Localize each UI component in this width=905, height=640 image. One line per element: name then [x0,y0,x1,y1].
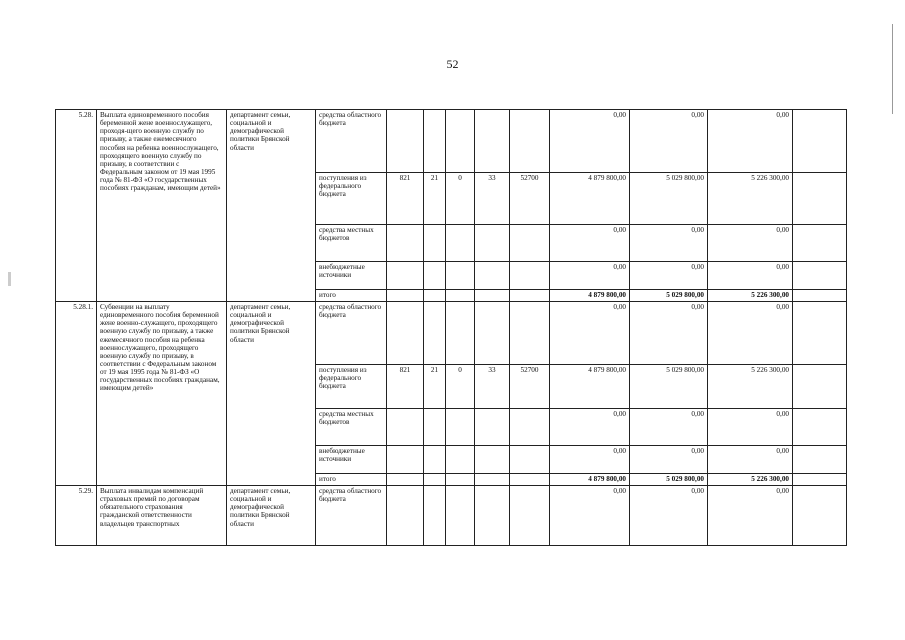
code-pr [446,262,475,290]
empty-column [793,446,847,474]
code-cs-direction [510,486,550,546]
amount-year-2: 0,00 [630,446,708,474]
table-row [56,302,847,365]
code-rz [424,225,446,262]
item-executor: департамент семьи, социальной и демографической политики Брянской области [227,486,316,546]
code-cs-program [475,110,510,173]
amount-year-1: 0,00 [550,110,630,173]
code-cs-direction: 52700 [510,173,550,225]
code-cs-program [475,225,510,262]
item-number: 5.28. [56,110,97,302]
funding-source: средства областного бюджета [316,486,387,546]
funding-source: поступления из федерального бюджета [316,365,387,409]
code-pr: 0 [446,365,475,409]
code-cs-program: 33 [475,365,510,409]
amount-year-2: 5 029 800,00 [630,290,708,302]
funding-source: средства областного бюджета [316,110,387,173]
empty-column [793,302,847,365]
code-cs-program [475,409,510,446]
amount-year-1: 4 879 800,00 [550,173,630,225]
code-grbs: 821 [387,173,424,225]
code-grbs [387,446,424,474]
amount-year-2: 0,00 [630,262,708,290]
amount-year-2: 0,00 [630,110,708,173]
code-rz [424,486,446,546]
code-grbs [387,225,424,262]
amount-year-2: 0,00 [630,225,708,262]
code-cs-direction [510,302,550,365]
item-description: Выплата единовременного пособия беременной жене военнослужащего, проходя-щего военную службу по призыву, а также ежемесячного пособия на ребенка военнослужащего, проходящего военную службу по призыву, в соответствии с Федеральным законом от 19 мая 1995 года № 81-ФЗ «О государственных пособиях гражданам, имеющим детей» [97,110,227,302]
amount-year-1: 0,00 [550,446,630,474]
code-rz [424,290,446,302]
item-number: 5.29. [56,486,97,546]
code-cs-direction [510,225,550,262]
budget-table [55,109,847,546]
table-row [56,110,847,173]
amount-year-1: 4 879 800,00 [550,290,630,302]
item-description: Субвенции на выплату единовременного пособия беременной жене военно-служащего, проходящего военную службу по призыву, а также ежемесячного пособия на ребенка военнослужащего, проходящего военную службу по призыву, в соответствии с Федеральным законом от 19 мая 1995 года № 81-ФЗ «О государственных пособиях гражданам, имеющим детей» [97,302,227,486]
funding-source: итого [316,290,387,302]
code-grbs [387,110,424,173]
page-number: 52 [446,57,459,71]
empty-column [793,290,847,302]
code-cs-direction [510,409,550,446]
scan-margin-line [892,24,893,114]
code-cs-direction: 52700 [510,365,550,409]
funding-source: итого [316,474,387,486]
table-row [56,486,847,546]
amount-year-1: 0,00 [550,302,630,365]
code-cs-direction [510,110,550,173]
amount-year-1: 0,00 [550,262,630,290]
amount-year-3: 0,00 [708,225,793,262]
code-rz [424,446,446,474]
code-grbs [387,290,424,302]
code-rz: 21 [424,365,446,409]
code-pr [446,446,475,474]
code-grbs [387,486,424,546]
amount-year-1: 4 879 800,00 [550,365,630,409]
amount-year-1: 0,00 [550,486,630,546]
code-cs-program [475,302,510,365]
amount-year-2: 0,00 [630,302,708,365]
amount-year-3: 5 226 300,00 [708,474,793,486]
code-cs-program [475,262,510,290]
code-grbs [387,302,424,365]
code-pr [446,486,475,546]
amount-year-2: 5 029 800,00 [630,474,708,486]
code-cs-direction [510,262,550,290]
code-pr [446,474,475,486]
code-cs-program [475,474,510,486]
item-description: Выплата инвалидам компенсаций страховых премий по договорам обязательного страхования гражданской ответственности владельцев транспортных [97,486,227,546]
code-rz [424,409,446,446]
code-rz: 21 [424,173,446,225]
code-grbs [387,474,424,486]
code-pr [446,290,475,302]
amount-year-2: 0,00 [630,409,708,446]
item-number: 5.28.1. [56,302,97,486]
code-rz [424,262,446,290]
funding-source: внебюджетные источники [316,446,387,474]
funding-source: средства местных бюджетов [316,409,387,446]
empty-column [793,365,847,409]
amount-year-3: 0,00 [708,486,793,546]
code-pr: 0 [446,173,475,225]
code-cs-direction [510,446,550,474]
empty-column [793,474,847,486]
code-cs-direction [510,290,550,302]
amount-year-2: 5 029 800,00 [630,365,708,409]
code-pr [446,225,475,262]
funding-source: внебюджетные источники [316,262,387,290]
amount-year-3: 0,00 [708,302,793,365]
table-body [56,110,847,546]
empty-column [793,409,847,446]
funding-source: средства областного бюджета [316,302,387,365]
amount-year-1: 4 879 800,00 [550,474,630,486]
amount-year-1: 0,00 [550,409,630,446]
amount-year-3: 0,00 [708,446,793,474]
empty-column [793,262,847,290]
code-grbs [387,262,424,290]
empty-column [793,173,847,225]
item-executor: департамент семьи, социальной и демографической политики Брянской области [227,110,316,302]
amount-year-2: 0,00 [630,486,708,546]
code-cs-program [475,486,510,546]
funding-source: поступления из федерального бюджета [316,173,387,225]
amount-year-3: 5 226 300,00 [708,173,793,225]
amount-year-1: 0,00 [550,225,630,262]
empty-column [793,486,847,546]
code-pr [446,302,475,365]
code-cs-program [475,446,510,474]
code-rz [424,302,446,365]
amount-year-3: 0,00 [708,110,793,173]
amount-year-3: 0,00 [708,262,793,290]
amount-year-3: 5 226 300,00 [708,290,793,302]
code-cs-direction [510,474,550,486]
code-grbs: 821 [387,365,424,409]
amount-year-3: 5 226 300,00 [708,365,793,409]
amount-year-3: 0,00 [708,409,793,446]
funding-source: средства местных бюджетов [316,225,387,262]
code-grbs [387,409,424,446]
code-cs-program: 33 [475,173,510,225]
item-executor: департамент семьи, социальной и демографической политики Брянской области [227,302,316,486]
code-rz [424,110,446,173]
empty-column [793,225,847,262]
code-rz [424,474,446,486]
scan-margin-mark [8,272,11,286]
code-pr [446,409,475,446]
code-cs-program [475,290,510,302]
empty-column [793,110,847,173]
code-pr [446,110,475,173]
amount-year-2: 5 029 800,00 [630,173,708,225]
